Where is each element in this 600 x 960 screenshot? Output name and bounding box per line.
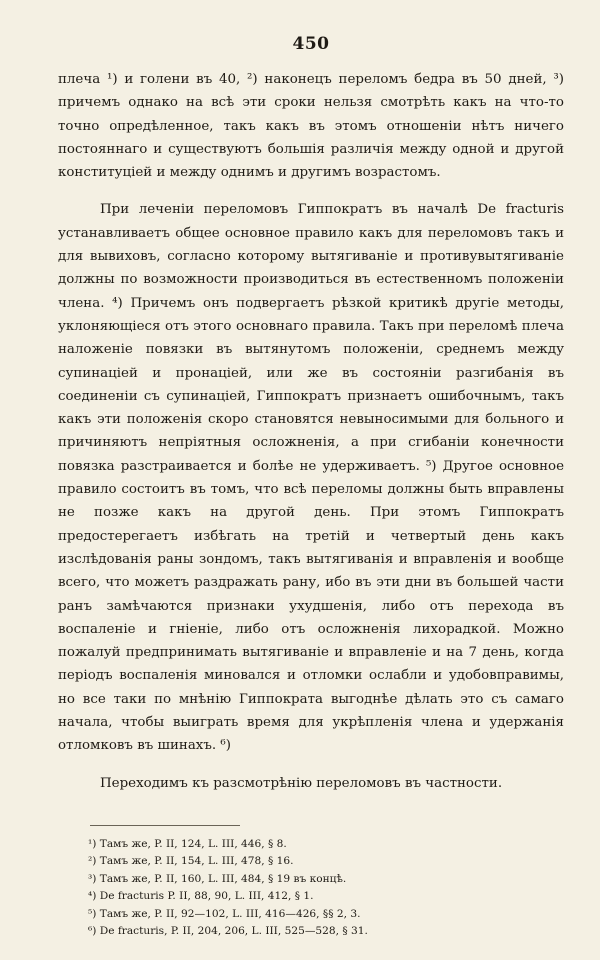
paragraph-continuation: плеча ¹) и голени въ 40, ²) наконецъ переломъ бедра въ 50 дней, ³) причемъ однако на всѣ эти сроки нельзя смотрѣть какъ на что-то точно опредѣленное, такъ какъ въ этомъ отношеніи нѣтъ ничего постояннаго и существуютъ большія различія между одной и другой конституцiей и между однимъ и другимъ возрастомъ. <box>58 72 564 181</box>
footnote-6: ⁶) De fracturis, P. II, 204, 206, L. III, 525—528, § 31. <box>88 924 368 937</box>
footnote-1: ¹) Тамъ же, P. II, 124, L. III, 446, § 8. <box>88 837 287 850</box>
footnote-divider <box>90 825 240 826</box>
page-number: 450 <box>292 34 330 54</box>
paragraph-treatment: При леченіи переломовъ Гиппократъ въ началѣ De fracturis устанавливаетъ общее основное правило какъ для переломовъ такъ и для вывиховъ, согласно которому вытягиваніе и противувытягиваніе должны по возможности производиться въ естественномъ положеніи члена. ⁴) Причемъ онъ подвергаетъ рѣзкой критикѣ другіе методы, уклоняющіеся отъ этого основнаго правила. Такъ при переломѣ плеча наложеніе повязки въ вытянутомъ положеніи, среднемъ между супинацiей и пронацiей, или же въ состояніи разгибанія въ соединеніи съ супинацiей, Гиппократъ признаетъ ошибочнымъ, такъ какъ эти положенія скоро становятся невыносимыми для больного и причиняютъ непріятныя осложненія, а при сгибаніи конечности повязка разстраивается и болѣе не удерживаетъ. ⁵) Другое основное правило состоитъ въ томъ, что всѣ переломы должны быть вправлены не позже какъ на другой день. При этомъ Гиппократъ предостерегаетъ избѣгать на третій и четвертый день какъ изслѣдованія раны зондомъ, такъ вытягиванія и вправленія и вообще всего, что можетъ раздражать рану, ибо въ эти дни въ большей части ранъ замѣчаются признаки ухудшенія, либо отъ перехода въ воспаленіе и гніеніе, либо отъ осложненія лихорадкой. Можно пожалуй предпринимать вытягиваніе и вправленіе и на 7 день, когда періодъ воспаленія миновался и отломки ослабли и удобовправимы, но все таки по мнѣнію Гиппократа выгоднѣе дѣлать это съ самаго начала, чтобы выиграть время для укрѣпленія члена и удержанія отломковъ въ шинахъ. ⁶) <box>58 202 564 754</box>
paragraph-transition: Переходимъ къ разсмотрѣнію переломовъ въ частности. <box>100 775 503 791</box>
footnotes <box>88 836 564 940</box>
footnote-2: ²) Тамъ же, P. II, 154, L. III, 478, § 16. <box>88 855 294 868</box>
footnote-3: ³) Тамъ же, P. II, 160, L. III, 484, § 19 въ концѣ. <box>88 872 347 885</box>
footnote-4: ⁴) De fracturis P. II, 88, 90, L. III, 412, § 1. <box>88 890 314 903</box>
footnote-5: ⁵) Тамъ же, P. II, 92—102, L. III, 416—426, §§ 2, 3. <box>88 907 361 920</box>
